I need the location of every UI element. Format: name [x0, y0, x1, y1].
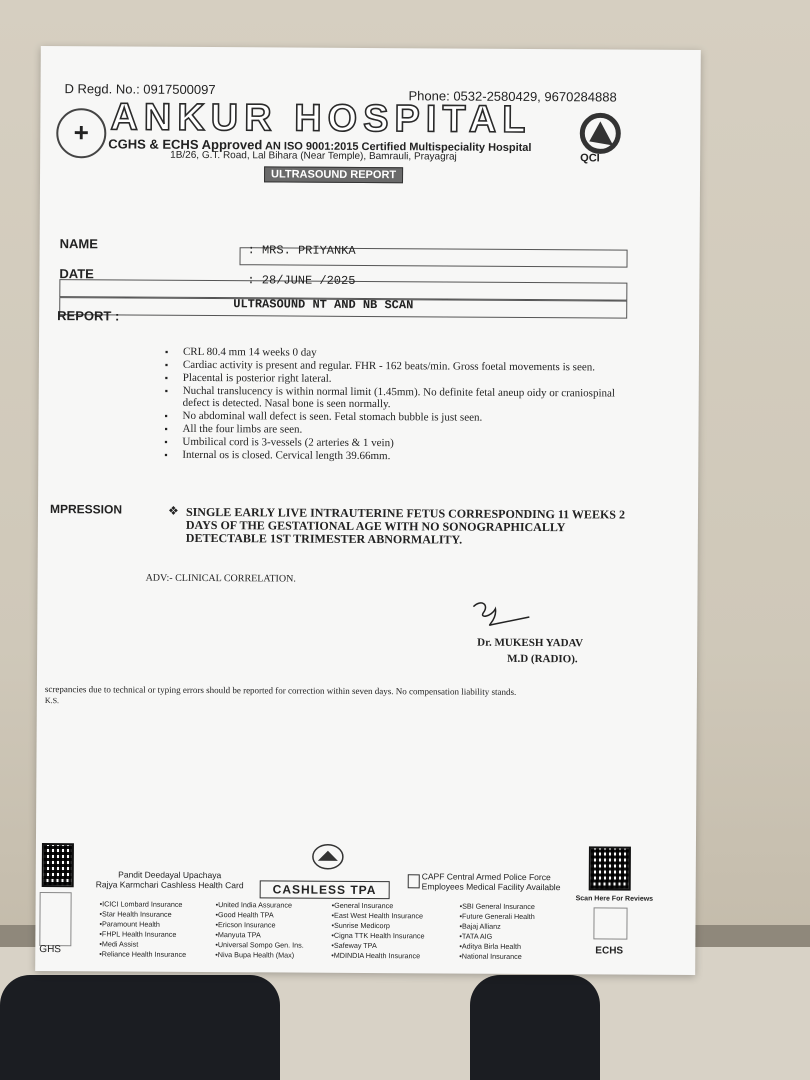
insurer-column-3 [331, 901, 424, 962]
echs-label: ECHS [595, 945, 624, 957]
impression-label: MPRESSION [49, 502, 123, 517]
insurer-item: • Niva Bupa Health (Max) [215, 950, 303, 961]
insurer-item: • MDINDIA Health Insurance [331, 951, 424, 962]
capf-line2: Employees Medical Facility Available [421, 881, 561, 893]
finding-item: ▪ No abdominal wall defect is seen. Fetal stomach bubble is just seen. [165, 410, 625, 425]
insurer-item: • Reliance Health Insurance [99, 949, 186, 960]
doctor-name: Dr. MUKESH YADAV [477, 636, 584, 650]
finding-item: ▪ Placental is posterior right lateral. [165, 372, 625, 387]
pdu-line1: Pandit Deedayal Upachaya [118, 869, 222, 881]
emblem-icon [310, 843, 346, 873]
finding-item: ▪ All the four limbs are seen. [164, 423, 624, 438]
hospital-cross-logo-icon: + [56, 108, 106, 158]
insurer-item: • Medi Assist [99, 939, 186, 950]
disclaimer-text: screpancies due to technical or typing errors should be reported for correction within seven days. No compensation liability stands. [44, 684, 517, 697]
scan-title: ULTRASOUND NT AND NB SCAN [233, 297, 414, 313]
pdu-line2: Rajya Karmchari Cashless Health Card [95, 879, 244, 891]
insurer-column-4 [459, 902, 535, 962]
hospital-phone: Phone: 0532-2580429, 9670284888 [408, 88, 617, 105]
insurer-column-1 [99, 899, 186, 960]
name-label: NAME [59, 236, 98, 252]
qr-code-right-icon [589, 846, 631, 890]
doctor-signature-icon [467, 597, 537, 637]
qr-code-left-icon [42, 843, 74, 887]
qci-label: QCI [580, 152, 600, 165]
insurer-item: • Manyuta TPA [215, 930, 303, 941]
impression-bullet-icon: ❖ [167, 503, 179, 518]
cashless-tpa-label: CASHLESS TPA [260, 880, 390, 899]
echs-logo-icon [593, 907, 627, 939]
insurer-item: • Ericson Insurance [215, 920, 303, 931]
shoe-left [0, 975, 280, 1080]
findings-block [164, 346, 625, 465]
insurer-item: • United India Assurance [216, 900, 304, 911]
insurer-item: • Star Health Insurance [99, 909, 186, 920]
regd-number: D Regd. No.: 0917500097 [64, 81, 216, 98]
finding-item: ▪ CRL 80.4 mm 14 weeks 0 day [165, 346, 625, 361]
typist-initials: K.S. [44, 696, 60, 706]
insurer-item: • ICICI Lombard Insurance [100, 899, 187, 910]
shoe-right [470, 975, 600, 1080]
date-value: : 28/JUNE /2025 [247, 273, 356, 288]
advice-text: ADV:- CLINICAL CORRELATION. [145, 572, 296, 585]
insurer-item: • Universal Sompo Gen. Ins. [215, 940, 303, 951]
insurer-item: • Cigna TTK Health Insurance [331, 931, 424, 942]
insurer-item: • Sunrise Medicorp [331, 921, 424, 932]
cghs-label: GHS [39, 944, 62, 956]
report-type-badge: ULTRASOUND REPORT [264, 166, 403, 183]
approval-sub: AN ISO 9001:2015 Certified Multispeciality Hospital [264, 140, 532, 154]
name-value: : MRS. PRIYANKA [247, 243, 356, 258]
insurer-item: • Future Generali Health [459, 912, 534, 922]
hospital-name: ANKUR HOSPITAL [110, 96, 532, 141]
insurer-column-2 [215, 900, 304, 961]
report-label: REPORT : [57, 308, 120, 324]
insurer-item: • SBI General Insurance [460, 902, 535, 912]
insurer-item: • East West Health Insurance [331, 911, 424, 922]
insurer-item: • FHPL Health Insurance [99, 929, 186, 940]
date-label: DATE [59, 266, 94, 282]
insurer-item: • General Insurance [332, 901, 425, 912]
insurer-item: • TATA AIG [459, 932, 534, 942]
report-document [35, 46, 701, 975]
insurer-item: • Safeway TPA [331, 941, 424, 952]
finding-item: ▪ Internal os is closed. Cervical length 39.66mm. [164, 449, 624, 464]
cghs-logo-icon [39, 892, 71, 946]
capf-label [422, 871, 561, 892]
insurer-item: • Paramount Health [99, 919, 186, 930]
finding-item: ▪ Umbilical cord is 3-vessels (2 arteries & 1 vein) [164, 436, 624, 451]
capf-line1: CAPF Central Armed Police Force [421, 871, 551, 883]
capf-logo-icon [408, 874, 420, 888]
scan-review-label: Scan Here For Reviews [575, 895, 654, 903]
approval-main: CGHS & ECHS Approved [108, 136, 263, 153]
impression-text: SINGLE EARLY LIVE INTRAUTERINE FETUS CORRESPONDING 11 WEEKS 2 DAYS OF THE GESTATIONAL AGE WITH NO SONOGRAPHICALLY DETECTABLE 1ST TRIMESTER ABNORMALITY. [185, 504, 626, 547]
insurer-item: • Bajaj Allianz [459, 922, 534, 932]
insurer-item: • Aditya Birla Health [459, 942, 534, 952]
finding-item: ▪ Nuchal translucency is within normal limit (1.45mm). No definite fetal aneup oidy or craniospinal defect is detected. Nasal bone is seen normally. [165, 385, 625, 412]
finding-item: ▪ Cardiac activity is present and regular. FHR - 162 beats/min. Gross foetal movements is seen. [165, 359, 625, 374]
findings-list [164, 346, 625, 464]
hospital-address: 1B/26, G.T. Road, Lal Bihara (Near Temple), Bamrauli, Prayagraj [170, 149, 457, 163]
insurer-item: • Good Health TPA [215, 910, 303, 921]
doctor-degree: M.D (RADIO). [507, 652, 578, 666]
insurer-item: • National Insurance [459, 952, 534, 962]
pdu-card-label [96, 869, 244, 890]
